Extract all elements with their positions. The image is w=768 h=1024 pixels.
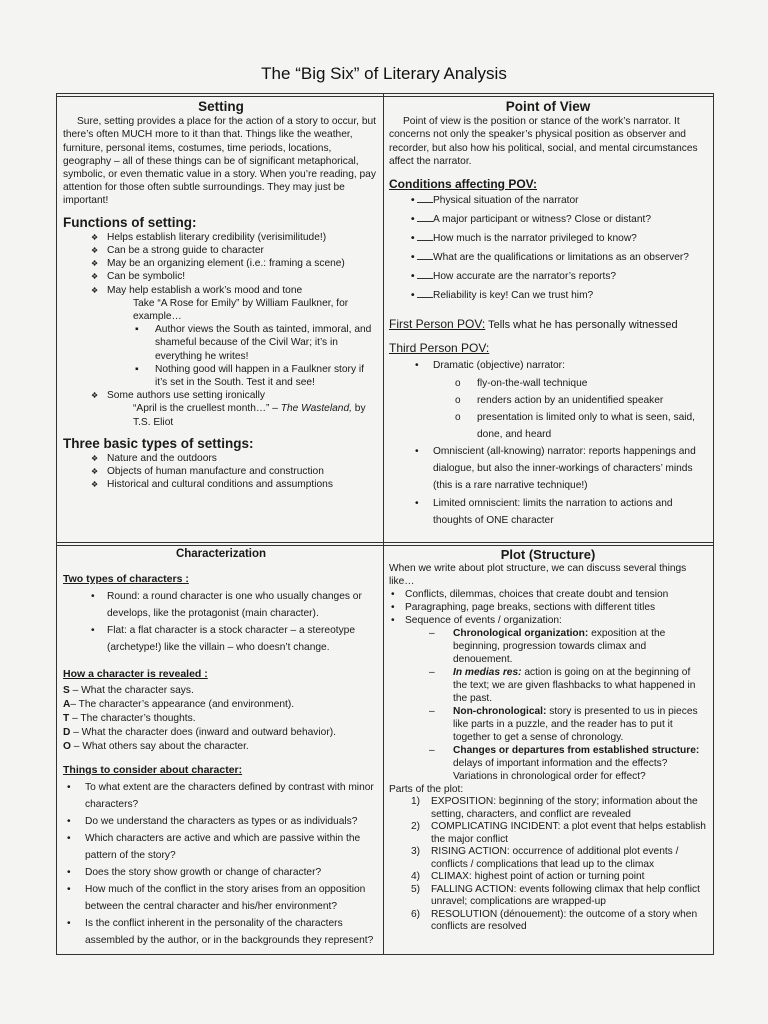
top-rule bbox=[57, 96, 713, 97]
row-divider-double bbox=[57, 545, 713, 546]
setting-section bbox=[63, 100, 379, 540]
row-divider bbox=[57, 542, 713, 543]
plot-bullets bbox=[389, 588, 707, 627]
list-item bbox=[389, 231, 707, 247]
list-item: • Conflicts, dilemmas, choices that create doubt and tension bbox=[389, 588, 707, 601]
condition-text: What are the qualifications or limitations as an observer? bbox=[433, 252, 689, 264]
part-text: FALLING ACTION: events following climax that help conflict unravel; complications are wrapped-up bbox=[431, 883, 700, 908]
list-item: ❖ Nature and the outdoors bbox=[63, 452, 379, 465]
list-item bbox=[63, 698, 379, 712]
list-item bbox=[389, 288, 707, 304]
list-item: ▪ Author views the South as tainted, immoral, and shameful because of the Civil War; it’s in everything he writes! bbox=[63, 323, 379, 363]
condition-text: Physical situation of the narrator bbox=[433, 195, 579, 207]
quote-line: “April is the cruellest month…” – bbox=[133, 403, 281, 415]
quote-author: by T.S. Eliot bbox=[133, 403, 366, 428]
list-item: • Flat: a flat character is a stock character – a stereotype (archetype!) like the villain – who doesn’t change. bbox=[63, 622, 379, 656]
pov-intro: Point of view is the position or stance of the work’s narrator. It concerns not only the speaker’s physical position as observer and recorder, but also how his political, social, and mental circumstances affect the narrator. bbox=[389, 116, 698, 167]
reveal-text: – What the character says. bbox=[69, 684, 194, 696]
part-text: RESOLUTION (dénouement): the outcome of a story when conflicts are resolved bbox=[431, 908, 698, 933]
part-number: 4) bbox=[411, 871, 421, 883]
parts-list bbox=[389, 796, 707, 934]
reveal-text: – What others say about the character. bbox=[70, 740, 249, 752]
first-person-label: First Person POV: bbox=[389, 317, 486, 332]
character-types-list bbox=[63, 588, 379, 656]
list-item: ❖ Helps establish literary credibility (verisimilitude!) bbox=[63, 231, 379, 244]
plot-heading: Plot (Structure) bbox=[500, 548, 596, 562]
list-item bbox=[63, 740, 379, 754]
sequence-text: story is presented to us in pieces like parts in a puzzle, and the reader has to put it together to get a sense of chronology. bbox=[453, 706, 698, 744]
list-item bbox=[389, 627, 707, 666]
list-item bbox=[389, 250, 707, 266]
ironic-list bbox=[63, 389, 379, 402]
types-list bbox=[63, 452, 379, 492]
part-number: 1) bbox=[411, 796, 421, 808]
part-text: EXPOSITION: beginning of the story; information about the setting, characters, and conflict are revealed bbox=[431, 796, 698, 820]
list-item: ❖ Some authors use setting ironically bbox=[63, 389, 379, 402]
list-item bbox=[389, 666, 707, 705]
list-item: ❖ Historical and cultural conditions and assumptions bbox=[63, 478, 379, 491]
conditions-heading: Conditions affecting POV: bbox=[389, 177, 538, 192]
list-item: • Does the story show growth or change of character? bbox=[63, 864, 379, 881]
part-number: 6) bbox=[411, 908, 421, 920]
quote-work: The Wasteland, bbox=[280, 403, 352, 415]
sequence-term: In medias res: bbox=[453, 667, 522, 679]
list-item: ❖ May be an organizing element (i.e.: framing a scene) bbox=[63, 257, 379, 270]
condition-text: How accurate are the narrator’s reports? bbox=[433, 271, 617, 283]
list-item bbox=[389, 705, 707, 744]
example-text: Take “A Rose for Emily” by William Faulkner, for example… bbox=[133, 297, 349, 323]
functions-list bbox=[63, 231, 379, 297]
pov-section bbox=[389, 100, 707, 540]
sequence-text: delays of important information and the effects? Variations in chronological order for effect? bbox=[453, 758, 668, 783]
list-item bbox=[389, 884, 707, 909]
list-item bbox=[389, 744, 707, 783]
list-item: • Which characters are active and which are passive within the pattern of the story? bbox=[63, 830, 379, 864]
reveal-letter: O bbox=[63, 740, 71, 752]
list-item: • To what extent are the characters defined by contrast with minor characters? bbox=[63, 779, 379, 813]
list-item: • Sequence of events / organization: bbox=[389, 614, 707, 627]
list-item bbox=[389, 796, 707, 821]
revealed-heading: How a character is revealed : bbox=[63, 668, 208, 681]
reveal-text: – The character’s thoughts. bbox=[69, 712, 196, 724]
list-item: ❖ Can be a strong guide to character bbox=[63, 244, 379, 257]
condition-text: Reliability is key! Can we trust him? bbox=[433, 290, 594, 302]
list-item: ▪ Nothing good will happen in a Faulkner story if it’s set in the South. Test it and see! bbox=[63, 363, 379, 389]
sequence-term: Chronological organization: bbox=[453, 628, 589, 640]
list-item: o presentation is limited only to what is seen, said, done, and heard bbox=[389, 409, 707, 443]
example-points bbox=[63, 323, 379, 389]
part-number: 5) bbox=[411, 883, 421, 895]
conditions-list bbox=[389, 193, 707, 304]
part-text: RISING ACTION: occurrence of additional plot events / conflicts / complications that lead up to the climax bbox=[431, 846, 679, 870]
first-person bbox=[389, 316, 707, 334]
characterization-section bbox=[63, 548, 379, 952]
reveal-letter: T bbox=[63, 712, 70, 724]
list-item bbox=[389, 269, 707, 285]
condition-text: How much is the narrator privileged to know? bbox=[433, 233, 637, 245]
list-item bbox=[389, 871, 707, 884]
third-person-label: Third Person POV: bbox=[389, 341, 490, 356]
part-text: COMPLICATING INCIDENT: a plot event that helps establish the major conflict bbox=[431, 821, 706, 845]
third-person-list bbox=[389, 357, 707, 374]
list-item: • Round: a round character is one who usually changes or develops, like the protagonist (main character). bbox=[63, 588, 379, 622]
list-item bbox=[63, 726, 379, 740]
list-item: ❖ May help establish a work’s mood and tone bbox=[63, 284, 379, 297]
reveal-letter: A bbox=[63, 698, 71, 710]
analysis-grid bbox=[56, 93, 714, 955]
list-item: ❖ Can be symbolic! bbox=[63, 270, 379, 283]
list-item: • Omniscient (all-knowing) narrator: reports happenings and dialogue, but also the inner-workings of characters’ minds (this is a rare narrative technique!) bbox=[389, 443, 707, 494]
list-item: • Limited omniscient: limits the narration to actions and thoughts of ONE character bbox=[389, 495, 707, 529]
reveal-letter: D bbox=[63, 726, 71, 738]
list-item: o fly-on-the-wall technique bbox=[389, 375, 707, 392]
setting-intro: Sure, setting provides a place for the action of a story to occur, but there’s often MUCH more to it than that. Things like the weather, furniture, personal items, costumes, time periods, locations, geography – all of these things can be of significant metaphorical, symbolic, or even thematic value in a story. When you’re reading, pay attention for those often subtle surroundings. They may just be important! bbox=[63, 116, 376, 207]
list-item bbox=[63, 712, 379, 726]
parts-label: Parts of the plot: bbox=[389, 784, 464, 796]
part-number: 3) bbox=[411, 846, 421, 858]
list-item: ❖ Objects of human manufacture and construction bbox=[63, 465, 379, 478]
part-text: CLIMAX: highest point of action or turning point bbox=[431, 871, 645, 883]
quote-text bbox=[63, 402, 379, 428]
list-item bbox=[389, 846, 707, 871]
list-item: o renders action by an unidentified speaker bbox=[389, 392, 707, 409]
plot-intro: When we write about plot structure, we can discuss several things like… bbox=[389, 563, 687, 587]
list-item: • Do we understand the characters as types or as individuals? bbox=[63, 813, 379, 830]
reveal-letter: S bbox=[63, 684, 70, 696]
setting-heading: Setting bbox=[198, 100, 244, 114]
sequence-term: Non-chronological: bbox=[453, 706, 547, 718]
list-item bbox=[389, 193, 707, 209]
list-item: • Paragraphing, page breaks, sections with different titles bbox=[389, 601, 707, 614]
things-list bbox=[63, 779, 379, 949]
characterization-heading: Characterization bbox=[175, 548, 267, 560]
column-divider bbox=[383, 94, 384, 954]
sequence-text: action is going on at the beginning of the text; we are given flashbacks to what happened in the past. bbox=[453, 667, 696, 705]
list-item bbox=[63, 684, 379, 698]
sequence-list bbox=[389, 627, 707, 783]
page-title: The “Big Six” of Literary Analysis bbox=[261, 64, 507, 83]
functions-heading: Functions of setting: bbox=[63, 214, 197, 230]
list-item bbox=[389, 821, 707, 846]
list-item bbox=[389, 909, 707, 934]
part-number: 2) bbox=[411, 821, 421, 833]
plot-section bbox=[389, 548, 707, 952]
list-item: • How much of the conflict in the story arises from an opposition between the central character and his/her environment? bbox=[63, 881, 379, 915]
pov-heading: Point of View bbox=[505, 100, 591, 114]
list-item bbox=[389, 212, 707, 228]
character-types-heading: Two types of characters : bbox=[63, 573, 189, 586]
types-heading: Three basic types of settings: bbox=[63, 435, 254, 451]
reveal-text: – The character’s appearance (and environment). bbox=[70, 698, 295, 710]
reveal-text: – What the character does (inward and outward behavior). bbox=[70, 726, 336, 738]
list-item: • Dramatic (objective) narrator: bbox=[389, 357, 707, 374]
revealed-list bbox=[63, 684, 379, 754]
list-item: • Is the conflict inherent in the personality of the characters assembled by the author, or in the backgrounds they represent? bbox=[63, 915, 379, 949]
first-person-text: Tells what he has personally witnessed bbox=[485, 319, 678, 332]
narrator-types bbox=[389, 443, 707, 529]
dramatic-points bbox=[389, 375, 707, 443]
things-heading: Things to consider about character: bbox=[63, 763, 243, 776]
condition-text: A major participant or witness? Close or distant? bbox=[433, 214, 652, 226]
sequence-term: Changes or departures from established structure: bbox=[453, 745, 700, 757]
sequence-text: exposition at the beginning, progression towards climax and denouement. bbox=[453, 628, 666, 666]
